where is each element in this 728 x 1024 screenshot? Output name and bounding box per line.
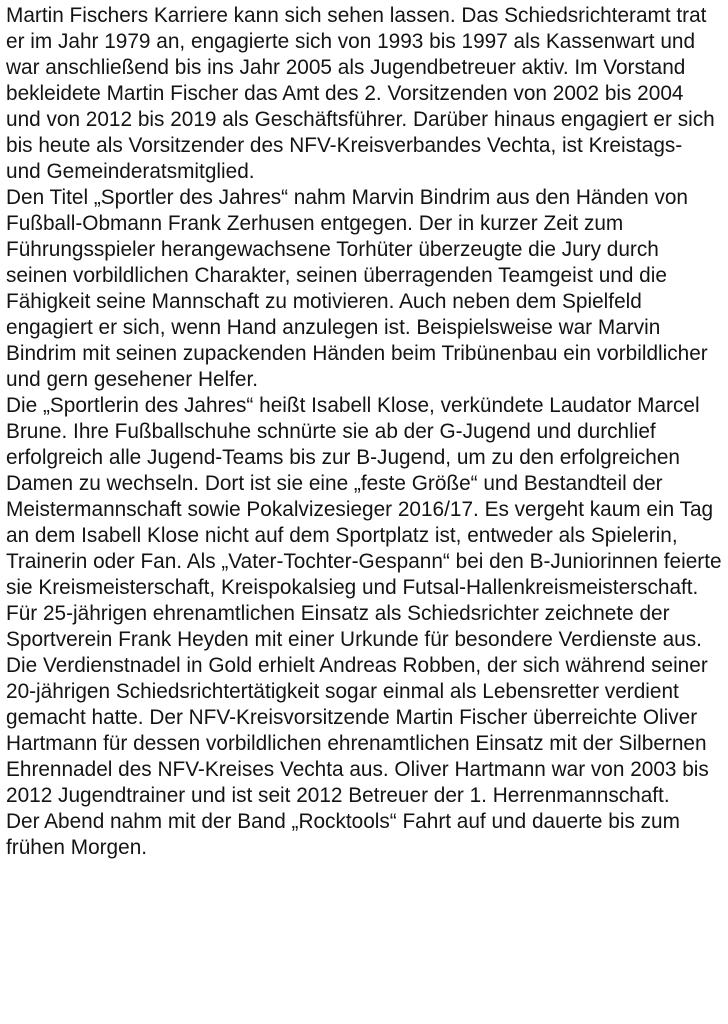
article-body [6, 3, 722, 861]
paragraph-sportlerin-des-jahres: Die „Sportlerin des Jahres“ heißt Isabell Klose, verkündete Laudator Marcel Brune. Ihre Fußballschuhe schnürte sie ab der G-Jugend und durchlief erfolgreich alle Jugend-Teams bis zur B-Jugend, um zu den erfolgreichen Damen zu wechseln. Dort ist sie eine „feste Größe“ und Bestandteil der Meistermannschaft sowie Pokalvizesieger 2016/17. Es vergeht kaum ein Tag an dem Isabell Klose nicht auf dem Sportplatz ist, entweder als Spielerin, Trainerin oder Fan. Als „Vater-Tochter-Gespann“ bei den B-Juniorinnen feierte sie Kreismeisterschaft, Kreispokalsieg und Futsal-Hallenkreismeisterschaft. [6, 394, 722, 599]
paragraph-sportler-des-jahres: Den Titel „Sportler des Jahres“ nahm Marvin Bindrim aus den Händen von Fußball-Obmann Frank Zerhusen entgegen. Der in kurzer Zeit zum Führungsspieler herangewachsene Torhüter überzeugte die Jury durch seinen vorbildlichen Charakter, seinen überragenden Teamgeist und die Fähigkeit seine Mannschaft zu motivieren. Auch neben dem Spielfeld engagiert er sich, wenn Hand anzulegen ist. Beispielsweise war Marvin Bindrim mit seinen zupackenden Händen beim Tribünenbau ein vorbildlicher und gern gesehener Helfer. [6, 186, 708, 391]
paragraph-martin-fischer: Martin Fischers Karriere kann sich sehen lassen. Das Schiedsrichteramt trat er im Jahr 1979 an, engagierte sich von 1993 bis 1997 als Kassenwart und war anschließend bis ins Jahr 2005 als Jugendbetreuer aktiv. Im Vorstand bekleidete Martin Fischer das Amt des 2. Vorsitzenden von 2002 bis 2004 und von 2012 bis 2019 als Geschäftsführer. Darüber hinaus engagiert er sich bis heute als Vorsitzender des NFV-Kreisverbandes Vechta, ist Kreistags- und Gemeinderatsmitglied. [6, 4, 715, 183]
paragraph-abend: Der Abend nahm mit der Band „Rocktools“ Fahrt auf und dauerte bis zum frühen Morgen. [6, 810, 680, 859]
top-crop-edge [0, 0, 728, 3]
paragraph-ehrungen: Für 25-jährigen ehrenamtlichen Einsatz als Schiedsrichter zeichnete der Sportverein Frank Heyden mit einer Urkunde für besondere Verdienste aus. Die Verdienstnadel in Gold erhielt Andreas Robben, der sich während seiner 20-jährigen Schiedsrichtertätigkeit sogar einmal als Lebensretter verdient gemacht hatte. Der NFV-Kreisvorsitzende Martin Fischer überreichte Oliver Hartmann für dessen vorbildlichen ehrenamtlichen Einsatz mit der Silbernen Ehrennadel des NFV-Kreises Vechta aus. Oliver Hartmann war von 2003 bis 2012 Jugendtrainer und ist seit 2012 Betreuer der 1. Herrenmannschaft. [6, 602, 709, 807]
